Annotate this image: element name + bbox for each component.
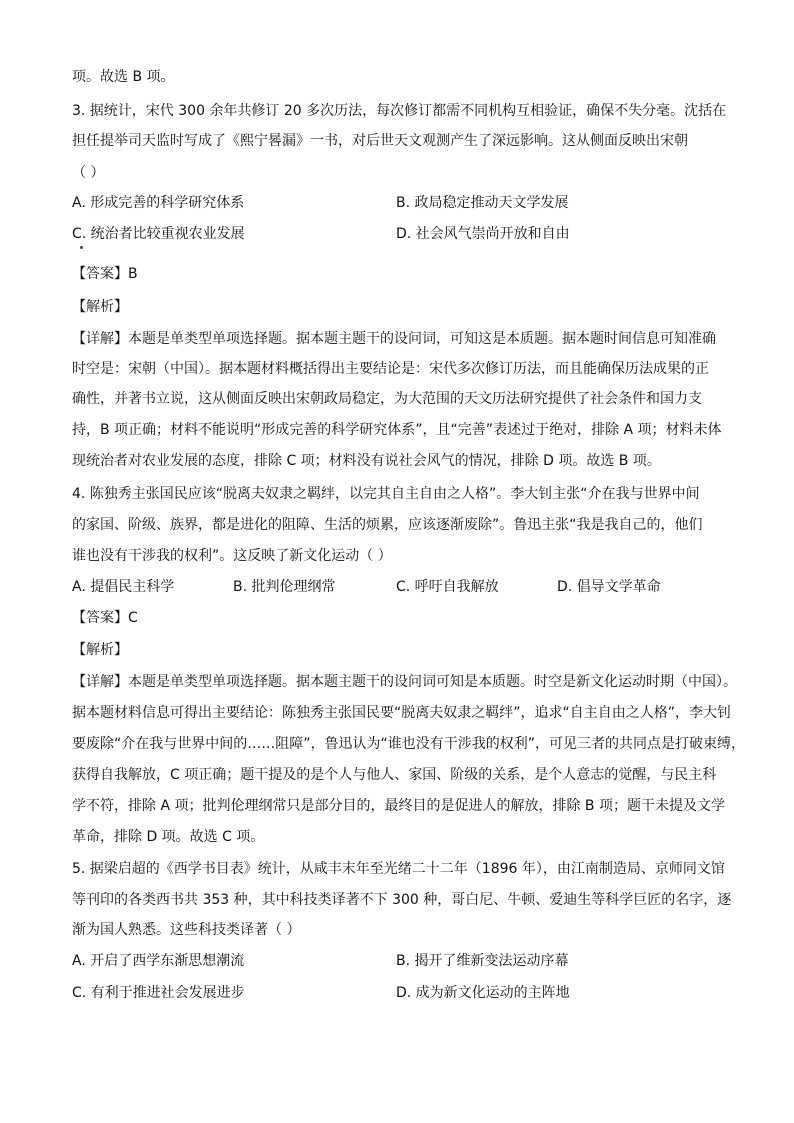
question-4-stem-line-3: 谁也没有干涉我的权利”。这反映了新文化运动（ ） — [72, 548, 392, 564]
question-3-detail-line-2: 时空是：宋朝（中国）。据本题材料概括得出主要结论是：宋代多次修订历法，而且能确保历法成果的正 — [72, 361, 709, 377]
question-4-detail-line-6: 革命，排除 D 项。故选 C 项。 — [72, 829, 265, 845]
question-4-stem-line-2: 的家国、阶级、族界，都是进化的阻障、生活的烦累，应该逐渐废除”。鲁迅主张“我是我自己的，他们 — [72, 517, 703, 533]
question-4-detail-line-5: 学不符，排除 A 项；批判伦理纲常只是部分目的，最终目的是促进人的解放，排除 B 项；题干未提及文学 — [72, 798, 725, 814]
question-3-detail-line-1: 【详解】本题是单类型单项选择题。据本题主题干的设问词，可知这是本质题。据本题时间信息可知准确 — [72, 331, 716, 347]
question-5-option-a: A. 开启了西学东渐思想潮流 — [72, 953, 245, 969]
question-4-stem-line-1: 4. 陈独秀主张国民应该“脱离夫奴隶之羁绊，以完其自主自由之人格”。李大钊主张“介在我与世界中间 — [72, 486, 700, 502]
question-3-option-d: D. 社会风气崇尚开放和自由 — [396, 226, 570, 242]
question-4-option-a: A. 提倡民主科学 — [72, 579, 175, 595]
question-3-stem-line-2: 担任提举司天监时写成了《熙宁晷漏》一书，对后世天文观测产生了深远影响。这从侧面反映出宋朝 — [72, 133, 688, 149]
question-5-option-d: D. 成为新文化运动的主阵地 — [396, 985, 570, 1001]
question-5-stem-line-3: 渐为国人熟悉。这些科技类译著（ ） — [72, 922, 301, 938]
question-5-option-b: B. 揭开了维新变法运动序幕 — [396, 953, 569, 969]
question-4-option-b: B. 批判伦理纲常 — [233, 579, 336, 595]
question-4-detail-line-4: 获得自我解放，C 项正确；题干提及的是个人与他人、家国、阶级的关系，是个人意志的觉醒，与民主科 — [72, 767, 717, 783]
question-4-detail-line-3: 要废除“介在我与世界中间的……阻障”，鲁迅认为“谁也没有干涉我的权利”，可见三者的共同点是打破束缚， — [72, 736, 746, 752]
question-4-analysis-heading: 【解析】 — [72, 642, 128, 658]
question-3-option-c: C. 统治者比较重视农业发展 — [72, 226, 245, 242]
question-3-detail-line-4: 持，B 项正确；材料不能说明“形成完善的科学研究体系”，且“完善”表述过于绝对，排除 A 项；材料未体 — [72, 422, 722, 438]
question-4-option-d: D. 倡导文学革命 — [557, 579, 661, 595]
question-3-stem-line-1: 3. 据统计，宋代 300 余年共修订 20 多次历法，每次修订都需不同机构互相验证，确保不失分毫。沈括在 — [72, 103, 727, 119]
question-4-option-c: C. 呼吁自我解放 — [396, 579, 499, 595]
text-line: 项。故选 B 项。 — [72, 69, 175, 85]
question-4-detail-line-2: 据本题材料信息可得出主要结论：陈独秀主张国民要“脱离夫奴隶之羁绊”，追求“自主自由之人格”，李大钊 — [72, 705, 732, 721]
question-4-answer: 【答案】C — [72, 610, 138, 626]
question-3-option-b: B. 政局稳定推动天文学发展 — [396, 195, 569, 211]
question-3-option-a: A. 形成完善的科学研究体系 — [72, 195, 245, 211]
question-3-analysis-heading: 【解析】 — [72, 299, 128, 315]
question-5-option-c: C. 有利于推进社会发展进步 — [72, 985, 245, 1001]
stray-dot-mark — [80, 246, 83, 249]
question-3-detail-line-5: 现统治者对农业发展的态度，排除 C 项；材料没有说社会风气的情况，排除 D 项。故选 B 项。 — [72, 453, 661, 469]
question-5-stem-line-1: 5. 据梁启超的《西学书目表》统计，从咸丰末年至光绪二十二年（1896 年），由江南制造局、京师同文馆 — [72, 861, 725, 877]
question-3-detail-line-3: 确性，并著书立说，这从侧面反映出宋朝政局稳定，为大范围的天文历法研究提供了社会条件和国力支 — [72, 391, 702, 407]
question-5-stem-line-2: 等刊印的各类西书共 353 种，其中科技类译著不下 300 种，哥白尼、牛顿、爱迪生等科学巨匠的名字，逐 — [72, 892, 732, 908]
question-3-stem-line-3: （ ） — [72, 165, 105, 181]
question-4-detail-line-1: 【详解】本题是单类型单项选择题。据本题主题干的设问词可知是本质题。时空是新文化运动时期（中国）。 — [72, 674, 737, 690]
question-3-answer: 【答案】B — [72, 266, 138, 282]
